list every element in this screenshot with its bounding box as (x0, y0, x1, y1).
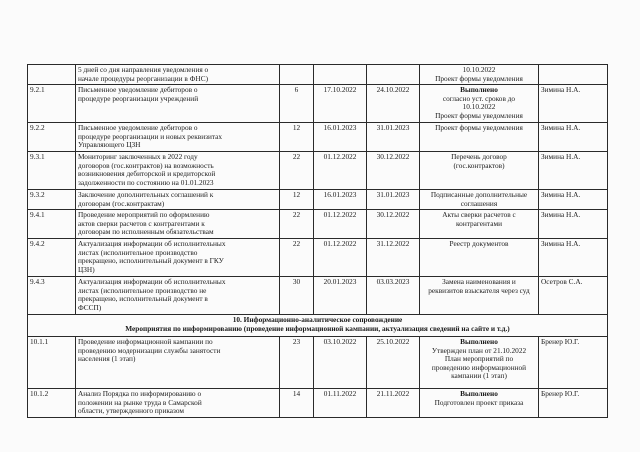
table-row (28, 65, 608, 85)
task-cell (76, 65, 280, 85)
task-cell-line: ЦЗН) (78, 264, 95, 274)
start-date: 16.01.2023 (314, 189, 367, 209)
task-cell-line: Письменное уведомление дебиторов о (78, 85, 198, 95)
duration-days: 12 (280, 189, 314, 209)
result-cell (420, 388, 539, 417)
task-cell-line: проведению модернизации службы занятости (78, 345, 221, 355)
task-cell (76, 151, 280, 189)
table-row (28, 276, 608, 314)
task-cell-line: договорам по исполненным обязательствам (78, 227, 214, 237)
task-cell-line: населения (1 этап) (78, 354, 136, 364)
section-header-row (28, 314, 608, 336)
result-cell-line: согласно уст. сроков до (442, 93, 516, 103)
task-cell-line: листах (исполнительное производство не (78, 285, 207, 295)
start-date: 03.10.2022 (314, 336, 367, 388)
task-cell-line: возникновения дебиторской и кредиторской (78, 169, 216, 179)
result-cell-line: Подписанные дополнительные (430, 189, 528, 199)
task-cell-line: Управляющего ЦЗН (78, 140, 141, 150)
task-cell (76, 388, 280, 417)
end-date: 25.10.2022 (367, 336, 420, 388)
task-cell-line: начале процедуры реорганизации в ФНС) (78, 73, 209, 83)
responsible-person (539, 65, 608, 85)
end-date (367, 65, 420, 85)
duration-days: 6 (280, 85, 314, 123)
duration-days: 30 (280, 276, 314, 314)
task-cell-line: Актуализация информации об исполнительных (78, 276, 226, 286)
table-body-section-9 (28, 65, 608, 315)
section-title: 10. Информационно-аналитическое сопровождение (232, 314, 403, 324)
table-row (28, 151, 608, 189)
result-cell (420, 65, 539, 85)
duration-days: 23 (280, 336, 314, 388)
start-date: 01.11.2022 (314, 388, 367, 417)
result-cell-line: проведению информационной (431, 362, 527, 372)
start-date: 16.01.2023 (314, 123, 367, 152)
result-cell-line: Реестр документов (449, 238, 509, 248)
task-cell-line: ФССП) (78, 302, 102, 312)
result-cell-line: (гос.контрактов) (453, 160, 505, 170)
task-cell (76, 276, 280, 314)
item-number: 10.1.1 (28, 336, 76, 388)
task-cell (76, 123, 280, 152)
result-cell (420, 276, 539, 314)
result-cell (420, 151, 539, 189)
responsible-person: Зимина Н.А. (539, 123, 608, 152)
section-subtitle: Мероприятия по информированию (проведение информационной кампании, актуализация сведений на сайте и т.д.) (125, 323, 510, 333)
table-row (28, 210, 608, 239)
table-section-header (28, 314, 608, 336)
duration-days: 22 (280, 238, 314, 276)
result-cell-line: Выполнено (460, 388, 498, 398)
result-cell-line: кампании (1 этап) (451, 371, 507, 381)
section-header-cell (28, 314, 608, 336)
start-date: 01.12.2022 (314, 151, 367, 189)
result-cell (420, 238, 539, 276)
end-date: 21.11.2022 (367, 388, 420, 417)
item-number: 9.3.2 (28, 189, 76, 209)
task-cell-line: листах (исполнительное производство (78, 247, 198, 257)
table-row (28, 238, 608, 276)
item-number (28, 65, 76, 85)
task-cell-line: Письменное уведомление дебиторов о (78, 123, 198, 133)
responsible-person: Зимина Н.А. (539, 151, 608, 189)
responsible-person: Зимина Н.А. (539, 238, 608, 276)
responsible-person: Зимина Н.А. (539, 210, 608, 239)
duration-days: 14 (280, 388, 314, 417)
task-cell (76, 336, 280, 388)
start-date: 01.12.2022 (314, 238, 367, 276)
end-date: 31.01.2023 (367, 123, 420, 152)
task-cell-line: прекращено, исполнительный документ в ГКУ (78, 256, 224, 266)
result-cell-line: контрагентами (456, 218, 502, 228)
result-cell-line: соглашения (460, 198, 498, 208)
result-cell-line: Проект формы уведомления (435, 73, 523, 83)
responsible-person: Зимина Н.А. (539, 85, 608, 123)
result-cell-line: 10.10.2022 (462, 102, 496, 112)
result-cell (420, 189, 539, 209)
task-cell-line: положении на рынке труда в Самарской (78, 397, 202, 407)
end-date: 31.01.2023 (367, 189, 420, 209)
responsible-person: Зимина Н.А. (539, 189, 608, 209)
item-number: 9.4.2 (28, 238, 76, 276)
result-cell (420, 336, 539, 388)
result-cell-line: Замена наименования и (442, 276, 516, 286)
result-cell-line: Утвержден план от 21.10.2022 (431, 345, 527, 355)
task-cell (76, 189, 280, 209)
end-date: 30.12.2022 (367, 151, 420, 189)
result-cell (420, 85, 539, 123)
table-row (28, 123, 608, 152)
task-cell-line: Проведение информационной кампании по (78, 336, 213, 346)
end-date: 31.12.2022 (367, 238, 420, 276)
item-number: 9.3.1 (28, 151, 76, 189)
duration-days: 22 (280, 151, 314, 189)
task-cell-line: прекращено, исполнительный документ в (78, 294, 208, 304)
table-row (28, 388, 608, 417)
result-cell-line: Подготовлен проект приказа (434, 397, 524, 407)
duration-days: 12 (280, 123, 314, 152)
task-cell-line: задолженности по состоянию на 01.01.2023 (78, 177, 214, 187)
result-cell (420, 210, 539, 239)
item-number: 9.2.1 (28, 85, 76, 123)
start-date (314, 65, 367, 85)
task-cell-line: Анализ Порядка по информированию о (78, 388, 202, 398)
task-cell-line: Проведение мероприятий по оформлению (78, 210, 210, 220)
result-cell-line: Проект формы уведомления (435, 110, 523, 120)
start-date: 17.10.2022 (314, 85, 367, 123)
result-cell-line: Выполнено (460, 336, 498, 346)
task-cell-line: договоров (гос.контрактов) на возможность (78, 160, 214, 170)
end-date: 03.03.2023 (367, 276, 420, 314)
result-cell-line: План мероприятий по (444, 354, 514, 364)
item-number: 9.4.3 (28, 276, 76, 314)
item-number: 10.1.2 (28, 388, 76, 417)
task-cell-line: 5 дней со дня направления уведомления о (78, 65, 209, 74)
task-cell-line: области, утвержденного приказом (78, 406, 185, 416)
result-cell (420, 123, 539, 152)
task-cell-line: Мониторинг заключенных в 2022 году (78, 151, 198, 161)
result-cell-line: Перечень договор (451, 151, 507, 161)
result-cell-line: Выполнено (460, 85, 498, 95)
task-cell-line: процедуре реорганизации учреждений (78, 93, 199, 103)
result-cell-line: реквизитов взыскателя через суд (428, 285, 530, 295)
table-body-section-10 (28, 336, 608, 417)
task-cell (76, 210, 280, 239)
item-number: 9.4.1 (28, 210, 76, 239)
duration-days: 22 (280, 210, 314, 239)
result-cell-line: Акты сверки расчетов с (442, 210, 516, 220)
start-date: 20.01.2023 (314, 276, 367, 314)
responsible-person: Бренер Ю.Г. (539, 388, 608, 417)
result-cell-line: 10.10.2022 (462, 65, 496, 74)
plan-table (27, 64, 608, 418)
task-cell (76, 85, 280, 123)
table-row (28, 189, 608, 209)
task-cell-line: процедуре реорганизации и новых реквизитах (78, 131, 223, 141)
start-date: 01.12.2022 (314, 210, 367, 239)
end-date: 30.12.2022 (367, 210, 420, 239)
duration-days (280, 65, 314, 85)
task-cell-line: договорам (гос.контрактам) (78, 198, 165, 208)
task-cell-line: актов сверки расчетов с контрагентами к (78, 218, 205, 228)
item-number: 9.2.2 (28, 123, 76, 152)
responsible-person: Бренер Ю.Г. (539, 336, 608, 388)
task-cell (76, 238, 280, 276)
table-row (28, 85, 608, 123)
task-cell-line: Заключение дополнительных соглашений к (78, 189, 214, 199)
task-cell-line: Актуализация информации об исполнительных (78, 238, 226, 248)
table-row (28, 336, 608, 388)
result-cell-line: Проект формы уведомления (435, 123, 523, 133)
end-date: 24.10.2022 (367, 85, 420, 123)
responsible-person: Осетров С.А. (539, 276, 608, 314)
